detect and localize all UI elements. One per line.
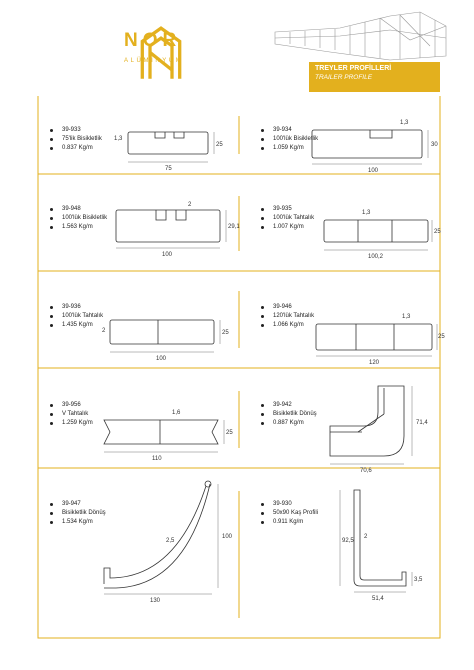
profile-name: 75'lik Bisikletlik bbox=[50, 135, 102, 144]
profile-code: 39-948 bbox=[50, 205, 107, 214]
dim-height: 30 bbox=[431, 142, 438, 148]
profile-name: 50x90 Kaş Profili bbox=[261, 509, 318, 518]
profile-name: Bisikletlik Dönüş bbox=[261, 410, 317, 419]
dim-width: 130 bbox=[150, 598, 161, 604]
profile-weight: 1.534 Kg/m bbox=[50, 518, 106, 527]
profile-code: 39-936 bbox=[50, 303, 103, 312]
profile-info-39-936 bbox=[50, 303, 103, 330]
profile-info-39-935 bbox=[261, 205, 314, 232]
dim-thick: 1,3 bbox=[400, 120, 409, 126]
dim-lip: 3,5 bbox=[414, 577, 423, 583]
dim-thick: 1,3 bbox=[114, 136, 123, 142]
profile-weight: 0.911 Kg/m bbox=[261, 518, 318, 527]
profile-drawing-39-948 bbox=[116, 198, 240, 260]
profile-code: 39-933 bbox=[50, 126, 102, 135]
profile-weight: 0.837 Kg/m bbox=[50, 144, 102, 153]
profile-code: 39-956 bbox=[50, 401, 93, 410]
dim-width: 100 bbox=[162, 252, 173, 258]
profile-weight: 1.435 Kg/m bbox=[50, 321, 103, 330]
dim-thick: 1,3 bbox=[362, 210, 371, 216]
profile-weight: 1.563 Kg/m bbox=[50, 223, 107, 232]
profile-info-39-930 bbox=[261, 500, 318, 527]
catalog-title: TREYLER PROFİLLERİ bbox=[315, 65, 392, 72]
profile-weight: 1.007 Kg/m bbox=[261, 223, 314, 232]
profile-code: 39-947 bbox=[50, 500, 106, 509]
dim-height: 71,4 bbox=[416, 420, 428, 426]
profile-drawing-39-947 bbox=[96, 476, 242, 606]
dim-thick: 1,6 bbox=[172, 410, 181, 416]
profile-name: V Tahtalık bbox=[50, 410, 93, 419]
dim-height: 100 bbox=[222, 534, 233, 540]
profile-info-39-933 bbox=[50, 126, 102, 153]
profile-name: 100'lük Tahtalık bbox=[50, 312, 103, 321]
profile-info-39-934 bbox=[261, 126, 318, 153]
dim-thick: 2,5 bbox=[166, 538, 175, 544]
dim-width: 70,6 bbox=[360, 468, 372, 474]
dim-width: 100 bbox=[156, 356, 167, 362]
dim-height: 92,5 bbox=[342, 538, 354, 544]
brand-name: NOR bbox=[124, 30, 182, 51]
profile-drawing-39-946 bbox=[314, 306, 444, 368]
dim-height: 25 bbox=[434, 229, 441, 235]
profile-info-39-956 bbox=[50, 401, 93, 428]
catalog-subtitle: TRAILER PROFILE bbox=[315, 74, 373, 81]
profile-code: 39-946 bbox=[261, 303, 314, 312]
profile-name: 120'lük Tahtalık bbox=[261, 312, 314, 321]
dim-thick: 2 bbox=[102, 328, 106, 334]
dim-thick: 1,3 bbox=[402, 314, 411, 320]
dim-thick: 2 bbox=[364, 534, 368, 540]
profile-info-39-948 bbox=[50, 205, 107, 232]
profile-drawing-39-936 bbox=[100, 314, 240, 364]
dim-width: 51,4 bbox=[372, 596, 384, 602]
profile-name: 100'lük Bisikletlik bbox=[50, 214, 107, 223]
profile-code: 39-930 bbox=[261, 500, 318, 509]
dim-width: 110 bbox=[152, 456, 162, 462]
profile-info-39-946 bbox=[261, 303, 314, 330]
profile-code: 39-935 bbox=[261, 205, 314, 214]
dim-height: 25 bbox=[222, 330, 229, 336]
dim-height: 25 bbox=[438, 334, 445, 340]
dim-height: 25 bbox=[216, 142, 223, 148]
profile-code: 39-942 bbox=[261, 401, 317, 410]
profile-code: 39-934 bbox=[261, 126, 318, 135]
profile-name: 100'lük Tahtalık bbox=[261, 214, 314, 223]
profile-name: Bisikletlik Dönüş bbox=[50, 509, 106, 518]
profile-weight: 0.887 Kg/m bbox=[261, 419, 317, 428]
profile-drawing-39-935 bbox=[320, 200, 444, 262]
dim-height: 25 bbox=[226, 430, 233, 436]
profile-drawing-39-934 bbox=[312, 112, 442, 178]
profile-weight: 1.259 Kg/m bbox=[50, 419, 93, 428]
profile-drawing-39-930 bbox=[336, 486, 436, 602]
building-sketch-icon bbox=[270, 10, 450, 62]
dim-height: 29,1 bbox=[228, 224, 240, 230]
profile-weight: 1.066 Kg/m bbox=[261, 321, 314, 330]
dim-width: 100 bbox=[368, 168, 379, 174]
dim-thick: 2 bbox=[188, 202, 192, 208]
brand-subtitle: ALÜMİNYUM bbox=[124, 58, 184, 64]
dim-width: 100,2 bbox=[368, 254, 384, 260]
title-bar bbox=[309, 62, 440, 92]
profile-drawing-39-956 bbox=[100, 400, 240, 464]
profile-name: 100'lük Bisikletlik bbox=[261, 135, 318, 144]
profile-drawing-39-933 bbox=[110, 118, 230, 178]
profile-info-39-942 bbox=[261, 401, 317, 428]
profile-drawing-39-942 bbox=[328, 384, 444, 476]
profile-weight: 1.059 Kg/m bbox=[261, 144, 318, 153]
dim-width: 75 bbox=[165, 166, 172, 172]
dim-width: 120 bbox=[369, 360, 380, 366]
